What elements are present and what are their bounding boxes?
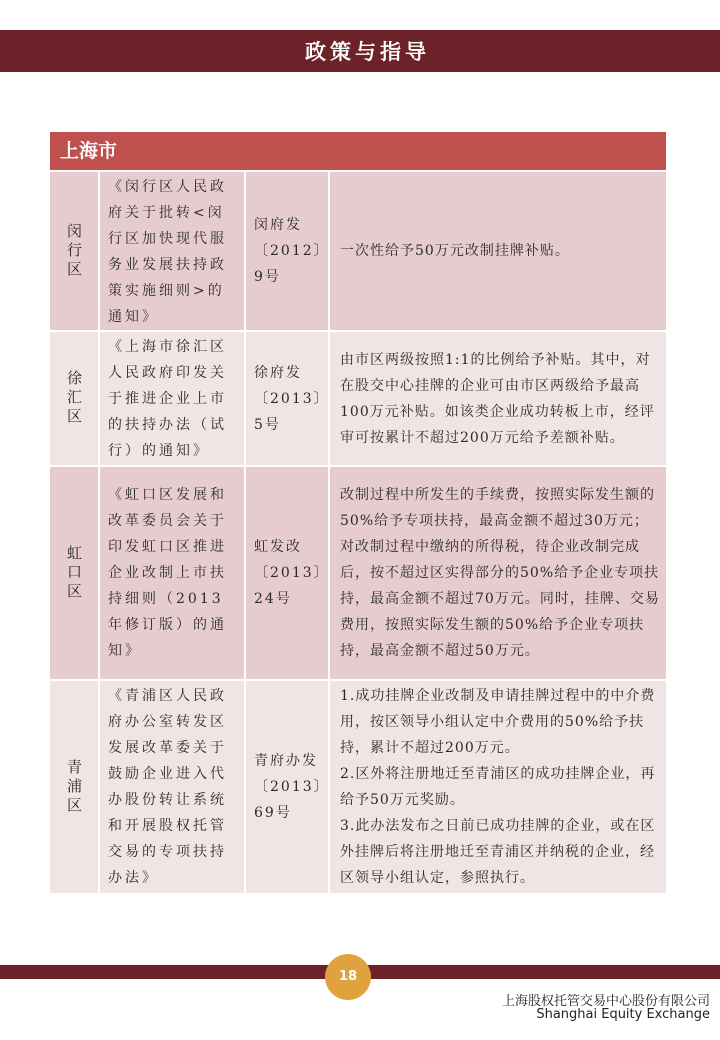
document-number-cell: 青府办发〔2013〕69号 (246, 681, 330, 893)
document-title-cell: 《虹口区发展和改革委员会关于印发虹口区推进企业改制上市扶持细则（2013年修订版）的通知》 (100, 467, 246, 679)
district-cell: 徐汇区 (50, 332, 100, 465)
section-title: 上海市 (50, 132, 666, 170)
document-number-cell: 虹发改〔2013〕24号 (246, 467, 330, 679)
company-name-cn: 上海股权托管交易中心股份有限公司 (501, 994, 710, 1009)
policy-cell (330, 681, 666, 893)
document-number-cell: 徐府发〔2013〕5号 (246, 332, 330, 465)
district-cell: 闵行区 (50, 172, 100, 330)
table-row (50, 465, 666, 679)
table-row (50, 170, 666, 330)
document-title-cell: 《上海市徐汇区人民政府印发关于推进企业上市的扶持办法（试行）的通知》 (100, 332, 246, 465)
page-number-badge: 18 (325, 954, 371, 1000)
policy-cell: 由市区两级按照1:1的比例给予补贴。其中，对在股交中心挂牌的企业可由市区两级给予最高100万元补贴。如该类企业成功转板上市，经评审可按累计不超过200万元给予差额补贴。 (340, 351, 655, 446)
district-cell: 青浦区 (50, 681, 100, 893)
document-title-cell: 《青浦区人民政府办公室转发区发展改革委关于鼓励企业进入代办股份转让系统和开展股权托管交易的专项扶持办法》 (100, 681, 246, 893)
company-name-en: Shanghai Equity Exchange (536, 1007, 710, 1022)
policy-table (50, 132, 666, 893)
district-cell: 虹口区 (50, 467, 100, 679)
page-title: 政策与指导 (305, 40, 430, 64)
policy-cell: 一次性给予50万元改制挂牌补贴。 (340, 243, 570, 259)
policy-item: 2.区外将注册地迁至青浦区的成功挂牌企业，再给予50万元奖励。 (340, 766, 656, 808)
table-row (50, 679, 666, 893)
table-row (50, 330, 666, 465)
document-title-cell: 《闵行区人民政府关于批转<闵行区加快现代服务业发展扶持政策实施细则>的通知》 (100, 172, 246, 330)
policy-item: 3.此办法发布之日前已成功挂牌的企业，或在区外挂牌后将注册地迁至青浦区并纳税的企业，经区领导小组认定，参照执行。 (340, 818, 656, 886)
document-number-cell: 闵府发〔2012〕9号 (246, 172, 330, 330)
policy-item: 1.成功挂牌企业改制及申请挂牌过程中的中介费用，按区领导小组认定中介费用的50%给予扶持，累计不超过200万元。 (340, 688, 656, 756)
policy-cell: 改制过程中所发生的手续费，按照实际发生额的50%给予专项扶持，最高金额不超过30万元；对改制过程中缴纳的所得税，待企业改制完成后，按不超过区实得部分的50%给予企业专项扶持，最高金额不超过70万元。同时，挂牌、交易费用，按照实际发生额的50%给予企业专项扶持，最高金额不超过50万元。 (340, 487, 660, 659)
